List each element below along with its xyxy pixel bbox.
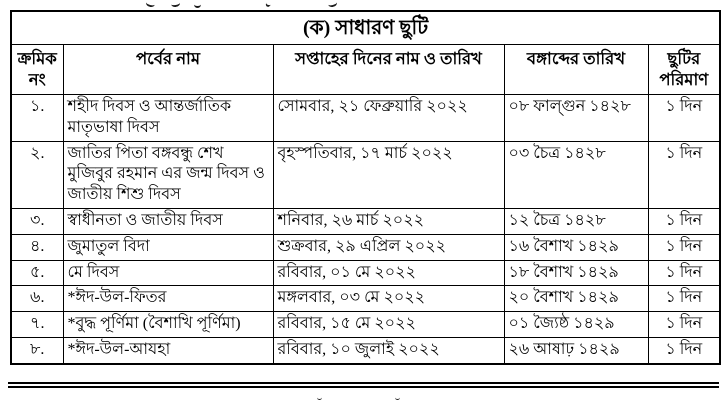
table-row (11, 141, 720, 208)
cell-festival-name: *বুদ্ধ পূর্ণিমা (বৈশাখি পূর্ণিমা) (63, 312, 273, 338)
cell-weekday-date: বৃহস্পতিবার, ১৭ মার্চ ২০২২ (273, 141, 504, 208)
column-header-bangla-date: বঙ্গাব্দের তারিখ (504, 45, 648, 95)
column-header-serial: ক্রমিক নং (11, 45, 63, 95)
cell-festival-name: স্বাধীনতা ও জাতীয় দিবস (63, 208, 273, 234)
bottom-text-fragment (395, 395, 400, 400)
cell-bangla-date: ২৬ আষাঢ় ১৪২৯ (504, 337, 648, 363)
top-text-fragment (327, 0, 337, 8)
cell-serial: ২. (11, 141, 63, 208)
cell-festival-name: শহীদ দিবস ও আন্তর্জাতিক মাতৃভাষা দিবস (63, 95, 273, 142)
cell-holiday-amount: ১ দিন (648, 208, 720, 234)
cell-festival-name: *ঈদ-উল-আযহা (63, 337, 273, 363)
table-title: (ক) সাধারণ ছুটি (11, 11, 720, 45)
cell-bangla-date: ১৮ বৈশাখ ১৪২৯ (504, 260, 648, 286)
column-header-weekday-date: সপ্তাহের দিনের নাম ও তারিখ (273, 45, 504, 95)
top-text-fragment (145, 0, 155, 8)
table-row (11, 234, 720, 260)
cell-weekday-date: রবিবার, ১৫ মে ২০২২ (273, 312, 504, 338)
table-row (11, 208, 720, 234)
cell-weekday-date: সোমবার, ২১ ফেব্রুয়ারি ২০২২ (273, 95, 504, 142)
table-row (11, 260, 720, 286)
cell-holiday-amount: ১ দিন (648, 260, 720, 286)
column-header-holiday-amount: ছুটির পরিমাণ (648, 45, 720, 95)
cell-holiday-amount: ১ দিন (648, 141, 720, 208)
top-text-fragment (194, 1, 201, 8)
cell-festival-name: *ঈদ-উল-ফিতর (63, 286, 273, 312)
table-row (11, 95, 720, 142)
cell-holiday-amount: ১ দিন (648, 337, 720, 363)
cell-bangla-date: ১৬ বৈশাখ ১৪২৯ (504, 234, 648, 260)
cell-serial: ৩. (11, 208, 63, 234)
cell-holiday-amount: ১ দিন (648, 312, 720, 338)
cell-bangla-date: ১২ চৈত্র ১৪২৮ (504, 208, 648, 234)
top-text-fragment (170, 0, 180, 8)
column-header-festival-name: পর্বের নাম (63, 45, 273, 95)
cell-weekday-date: রবিবার, ০১ মে ২০২২ (273, 260, 504, 286)
cell-festival-name: মে দিবস (63, 260, 273, 286)
cell-bangla-date: ০১ জ্যৈষ্ঠ ১৪২৯ (504, 312, 648, 338)
cell-weekday-date: শুক্রবার, ২৯ এপ্রিল ২০২২ (273, 234, 504, 260)
cell-serial: ৫. (11, 260, 63, 286)
table-row (11, 286, 720, 312)
cell-festival-name: জাতির পিতা বঙ্গবন্ধু শেখ মুজিবুর রহমান এর জন্ম দিবস ও জাতীয় শিশু দিবস (63, 141, 273, 208)
cell-bangla-date: ০৩ চৈত্র ১৪২৮ (504, 141, 648, 208)
cell-holiday-amount: ১ দিন (648, 95, 720, 142)
cell-serial: ৬. (11, 286, 63, 312)
cell-bangla-date: ০৮ ফাল্গুন ১৪২৮ (504, 95, 648, 142)
cell-festival-name: জুমাতুল বিদা (63, 234, 273, 260)
general-holiday-table (10, 10, 721, 365)
cell-holiday-amount: ১ দিন (648, 234, 720, 260)
cell-weekday-date: মঙ্গলবার, ০৩ মে ২০২২ (273, 286, 504, 312)
cell-serial: ৮. (11, 337, 63, 363)
table-row (11, 337, 720, 363)
bottom-text-fragment (317, 395, 322, 400)
section-divider-rule (8, 382, 719, 388)
cell-serial: ১. (11, 95, 63, 142)
cell-weekday-date: রবিবার, ১০ জুলাই ২০২২ (273, 337, 504, 363)
cell-holiday-amount: ১ দিন (648, 286, 720, 312)
cell-serial: ৪. (11, 234, 63, 260)
cell-serial: ৭. (11, 312, 63, 338)
cell-bangla-date: ২০ বৈশাখ ১৪২৯ (504, 286, 648, 312)
table-row (11, 312, 720, 338)
cell-weekday-date: শনিবার, ২৬ মার্চ ২০২২ (273, 208, 504, 234)
top-text-fragment (265, 0, 272, 8)
